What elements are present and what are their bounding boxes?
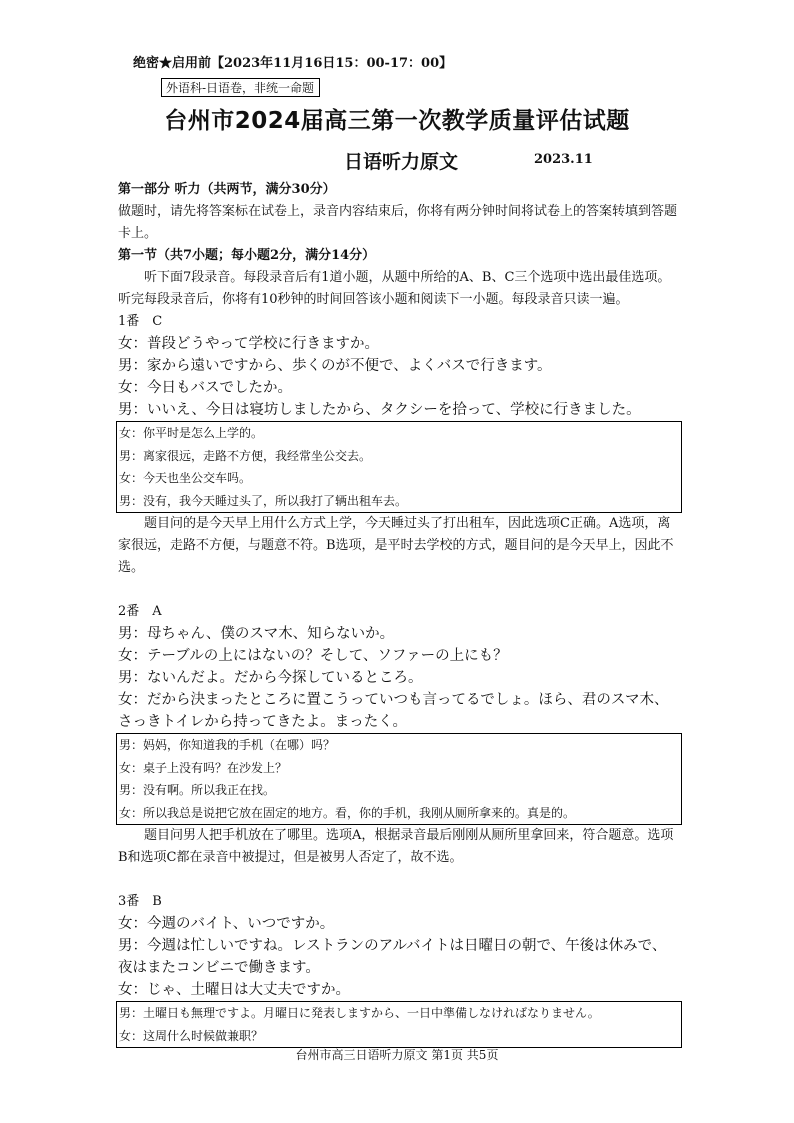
item-number: 1番 C [118,314,163,329]
page-footer: 台州市高三日语听力原文 第1页 共5页 [295,1048,499,1062]
translation-line: 女：这周什么时候做兼职？ [119,1028,264,1043]
translation-line: 男：土曜日も無理ですよ。月曜日に発表しますから、一日中準備しなければなりません。 [119,1006,600,1020]
dialogue-line: 女：普段どうやって学校に行きますか。 [118,336,379,352]
explanation: 题目问男人把手机放在了哪里。选项A，根据录音最后刚刚从厕所里拿回来，符合题意。选项B和选项C都在录音中被提过，但是被男人否定了，故不选。 [118,828,674,865]
exam-date: 2023.11 [534,152,593,167]
translation-line: 女：你平时是怎么上学的。 [119,426,264,440]
translation-line: 女：所以我总是说把它放在固定的地方。看，你的手机，我刚从厕所拿来的。真是的。 [119,805,576,820]
dialogue-line: 男：母ちゃん、僕のスマ木、知らないか。 [118,626,395,642]
translation-line: 男：妈妈，你知道我的手机（在哪）吗？ [119,738,336,752]
translation-line: 男：没有，我今天睡过头了，所以我打了辆出租车去。 [119,493,408,508]
explanation: 题目问的是今天早上用什么方式上学，今天睡过头了打出租车，因此选项C正确。A选项，离家很远，走路不方便，与题意不符。B选项，是平时去学校的方式，题目问的是今天早上，因此不选。 [118,516,674,575]
dialogue-line: さっきトイレから持ってきたよ。まったく。 [118,714,407,730]
page-title: 台州市2024届高三第一次教学质量评估试题 [164,108,630,134]
translation-box [116,421,682,513]
dialogue-line: 女：今週のバイト、いつですか。 [118,916,335,932]
page-subtitle: 日语听力原文 [344,151,459,173]
translation-line: 男：离家很远，走路不方便，我经常坐公交去。 [119,448,372,463]
dialogue-line: 男：家から遠いですから、歩くのが不便で、よくバスで行きます。 [118,358,552,374]
dialogue-line: 女：だから決まったところに置こうっていつも言ってるでしょ。ほら、君のスマ木、 [118,692,669,708]
dialogue-line: 男：いいえ、今日は寝坊しましたから、タクシーを拾って、学校に行きました。 [118,402,641,418]
part1-heading: 第一部分 听力（共两节，满分30分） [118,182,336,197]
part1-intro: 做题时，请先将答案标在试卷上，录音内容结束后，你将有两分钟时间将试卷上的答案转填到答题卡上。 [118,204,678,241]
translation-box [116,733,682,825]
dialogue-line: 夜はまたコンビニで働きます。 [118,960,320,976]
dialogue-line: 女：今日もバスでしたか。 [118,380,292,396]
translation-box [116,1001,682,1048]
translation-line: 女：桌子上没有吗？在沙发上？ [119,760,288,775]
translation-line: 女：今天也坐公交车吗。 [119,471,252,485]
item-number: 3番 B [118,894,162,909]
translation-line: 男：没有啊。所以我正在找。 [119,783,276,797]
document-body [118,179,678,1048]
section1-heading: 第一节（共7小题；每小题2分，满分14分） [118,248,376,263]
dialogue-line: 男：今週は忙しいですね。レストランのアルバイトは日曜日の朝で、午後は休みで、 [118,938,667,954]
dialogue-line: 女：じゃ、土曜日は大丈夫ですか。 [118,982,350,998]
dialogue-line: 男：ないんだよ。だから今探しているところ。 [118,670,423,686]
item-number: 2番 A [118,604,162,619]
confidential-header: 绝密★启用前【2023年11月16日15：00-17：00】 [133,56,453,71]
section1-instructions: 听下面7段录音。每段录音后有1道小题，从题中所给的A、B、C三个选项中选出最佳选项。听完每段录音后，你将有10秒钟的时间回答该小题和阅读下一小题。每段录音只读一遍。 [118,270,671,307]
dialogue-line: 女：テーブルの上にはないの？そして、ソファーの上にも？ [118,648,508,664]
subject-box: 外语科-日语卷，非统一命题 [161,78,320,97]
